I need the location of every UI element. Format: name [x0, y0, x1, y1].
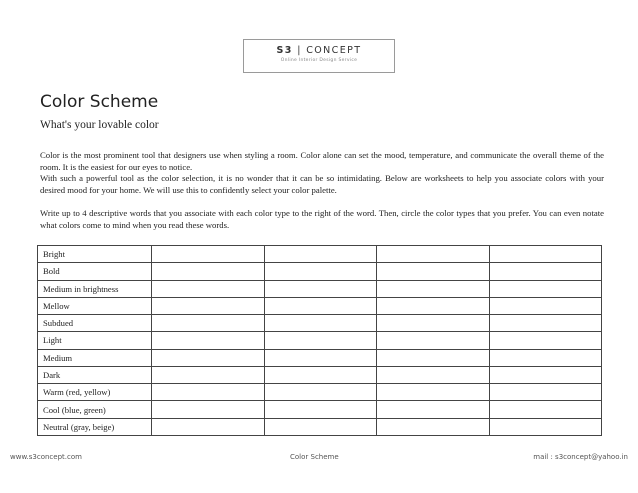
- worksheet-row: [38, 349, 602, 366]
- descriptive-word-cell[interactable]: [264, 401, 377, 418]
- descriptive-word-cell[interactable]: [377, 315, 490, 332]
- descriptive-word-cell[interactable]: [264, 315, 377, 332]
- descriptive-word-cell[interactable]: [264, 332, 377, 349]
- descriptive-word-cell[interactable]: [489, 401, 602, 418]
- footer-website[interactable]: www.s3concept.com: [10, 453, 82, 461]
- color-type-label: Dark: [38, 366, 152, 383]
- worksheet-purpose-paragraph: With such a powerful tool as the color selection, it is no wonder that it can be so intimidating. Below are worksheets to help you associate colors with your desired mood for your home. We will use this to confidently select your color palette.: [40, 173, 604, 195]
- descriptive-word-cell[interactable]: [489, 246, 602, 263]
- color-type-label: Bright: [38, 246, 152, 263]
- color-worksheet-table: [37, 245, 602, 436]
- worksheet-row: [38, 332, 602, 349]
- descriptive-word-cell[interactable]: [264, 418, 377, 435]
- page-title: Color Scheme: [40, 92, 159, 112]
- descriptive-word-cell[interactable]: [152, 384, 265, 401]
- descriptive-word-cell[interactable]: [489, 418, 602, 435]
- descriptive-word-cell[interactable]: [264, 366, 377, 383]
- descriptive-word-cell[interactable]: [264, 263, 377, 280]
- worksheet-row: [38, 401, 602, 418]
- color-type-label: Medium: [38, 349, 152, 366]
- descriptive-word-cell[interactable]: [377, 263, 490, 280]
- descriptive-word-cell[interactable]: [377, 332, 490, 349]
- logo-wordmark: [244, 45, 394, 56]
- descriptive-word-cell[interactable]: [489, 366, 602, 383]
- descriptive-word-cell[interactable]: [264, 349, 377, 366]
- logo: [243, 39, 395, 73]
- worksheet-row: [38, 366, 602, 383]
- descriptive-word-cell[interactable]: [264, 384, 377, 401]
- descriptive-word-cell[interactable]: [152, 246, 265, 263]
- worksheet-row: [38, 315, 602, 332]
- worksheet-row: [38, 246, 602, 263]
- worksheet-row: [38, 280, 602, 297]
- descriptive-word-cell[interactable]: [489, 315, 602, 332]
- color-type-label: Medium in brightness: [38, 280, 152, 297]
- color-type-label: Cool (blue, green): [38, 401, 152, 418]
- descriptive-word-cell[interactable]: [152, 366, 265, 383]
- logo-brand-rest: | CONCEPT: [292, 45, 362, 56]
- worksheet-row: [38, 263, 602, 280]
- descriptive-word-cell[interactable]: [264, 297, 377, 314]
- color-type-label: Mellow: [38, 297, 152, 314]
- descriptive-word-cell[interactable]: [377, 349, 490, 366]
- worksheet-row: [38, 297, 602, 314]
- page-subtitle: What's your lovable color: [40, 119, 159, 131]
- instructions-paragraph: Write up to 4 descriptive words that you associate with each color type to the right of the word. Then, circle the color types that you prefer. You can even notate what colors come to mind when you read these words.: [40, 208, 604, 230]
- color-type-label: Light: [38, 332, 152, 349]
- descriptive-word-cell[interactable]: [489, 384, 602, 401]
- descriptive-word-cell[interactable]: [377, 246, 490, 263]
- worksheet-row: [38, 384, 602, 401]
- descriptive-word-cell[interactable]: [152, 349, 265, 366]
- color-type-label: Bold: [38, 263, 152, 280]
- descriptive-word-cell[interactable]: [152, 297, 265, 314]
- descriptive-word-cell[interactable]: [377, 384, 490, 401]
- logo-brand-bold: S3: [276, 45, 293, 56]
- descriptive-word-cell[interactable]: [489, 349, 602, 366]
- descriptive-word-cell[interactable]: [377, 280, 490, 297]
- color-type-label: Neutral (gray, beige): [38, 418, 152, 435]
- descriptive-word-cell[interactable]: [489, 263, 602, 280]
- descriptive-word-cell[interactable]: [264, 246, 377, 263]
- logo-tagline: Online Interior Design Service: [280, 58, 358, 63]
- descriptive-word-cell[interactable]: [152, 401, 265, 418]
- descriptive-word-cell[interactable]: [152, 332, 265, 349]
- intro-paragraph: Color is the most prominent tool that designers use when styling a room. Color alone can set the mood, temperature, and communicate the overall theme of the room. It is the easiest for our eyes to notice.: [40, 150, 604, 172]
- descriptive-word-cell[interactable]: [152, 418, 265, 435]
- descriptive-word-cell[interactable]: [489, 332, 602, 349]
- footer-mail[interactable]: mail : s3concept@yahoo.in: [533, 453, 628, 461]
- descriptive-word-cell[interactable]: [377, 297, 490, 314]
- descriptive-word-cell[interactable]: [489, 297, 602, 314]
- descriptive-word-cell[interactable]: [152, 263, 265, 280]
- worksheet-row: [38, 418, 602, 435]
- descriptive-word-cell[interactable]: [152, 315, 265, 332]
- color-type-label: Warm (red, yellow): [38, 384, 152, 401]
- descriptive-word-cell[interactable]: [377, 366, 490, 383]
- color-type-label: Subdued: [38, 315, 152, 332]
- descriptive-word-cell[interactable]: [377, 418, 490, 435]
- descriptive-word-cell[interactable]: [489, 280, 602, 297]
- descriptive-word-cell[interactable]: [152, 280, 265, 297]
- footer-title: Color Scheme: [290, 453, 339, 461]
- descriptive-word-cell[interactable]: [264, 280, 377, 297]
- descriptive-word-cell[interactable]: [377, 401, 490, 418]
